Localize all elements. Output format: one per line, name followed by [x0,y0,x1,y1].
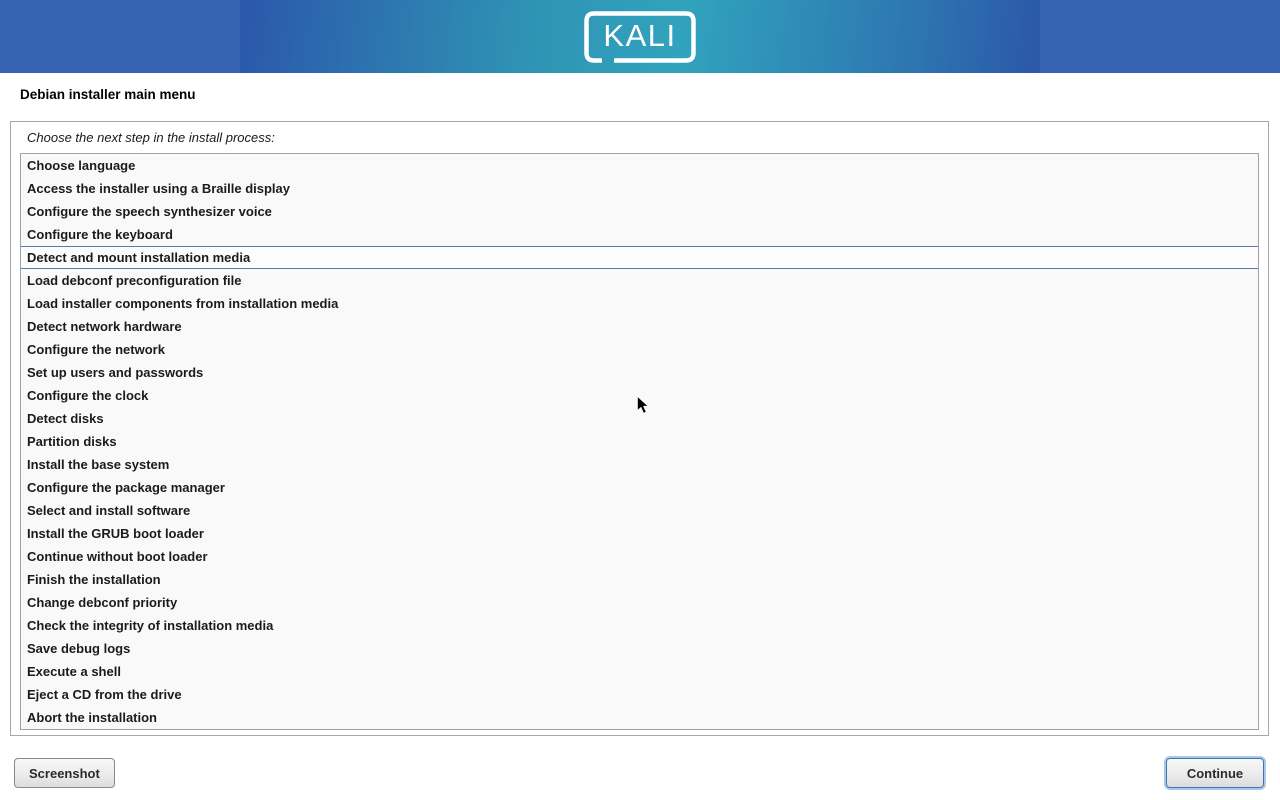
kali-logo [583,11,697,63]
menu-item[interactable]: Abort the installation [27,710,157,725]
installer-menu-list [20,153,1259,730]
menu-item[interactable]: Detect and mount installation media [21,246,1258,269]
screenshot-button[interactable]: Screenshot [14,758,115,788]
menu-item[interactable]: Partition disks [27,434,117,449]
menu-item[interactable]: Continue without boot loader [27,549,208,564]
menu-item[interactable]: Save debug logs [27,641,131,656]
main-frame [10,121,1269,736]
menu-item[interactable]: Configure the keyboard [27,227,173,242]
page-heading [0,73,1280,121]
menu-item[interactable]: Eject a CD from the drive [27,687,182,702]
menu-item[interactable]: Install the base system [27,457,170,472]
footer-bar [0,736,1280,800]
installer-banner [0,0,1280,73]
menu-item[interactable]: Check the integrity of installation media [27,618,274,633]
kali-logo-text: KALI [603,18,677,53]
menu-item[interactable]: Finish the installation [27,572,161,587]
menu-item[interactable]: Detect network hardware [27,319,182,334]
page-title: Debian installer main menu [20,87,196,102]
menu-item[interactable]: Detect disks [27,411,104,426]
menu-item[interactable]: Configure the package manager [27,480,225,495]
menu-item[interactable]: Change debconf priority [27,595,178,610]
menu-item[interactable]: Execute a shell [27,664,121,679]
menu-item[interactable]: Load debconf preconfiguration file [27,273,242,288]
banner-gradient [240,0,1040,73]
continue-button[interactable]: Continue [1166,758,1264,788]
menu-item[interactable]: Install the GRUB boot loader [27,526,204,541]
menu-item[interactable]: Configure the speech synthesizer voice [27,204,272,219]
menu-item[interactable]: Select and install software [27,503,191,518]
menu-item[interactable]: Load installer components from installation media [27,296,339,311]
menu-item[interactable]: Set up users and passwords [27,365,204,380]
prompt-label: Choose the next step in the install process: [27,130,275,145]
menu-item[interactable]: Configure the clock [27,388,149,403]
menu-item[interactable]: Choose language [27,158,136,173]
prompt-row [20,122,1259,153]
menu-item[interactable]: Access the installer using a Braille display [27,181,290,196]
menu-item[interactable]: Configure the network [27,342,165,357]
